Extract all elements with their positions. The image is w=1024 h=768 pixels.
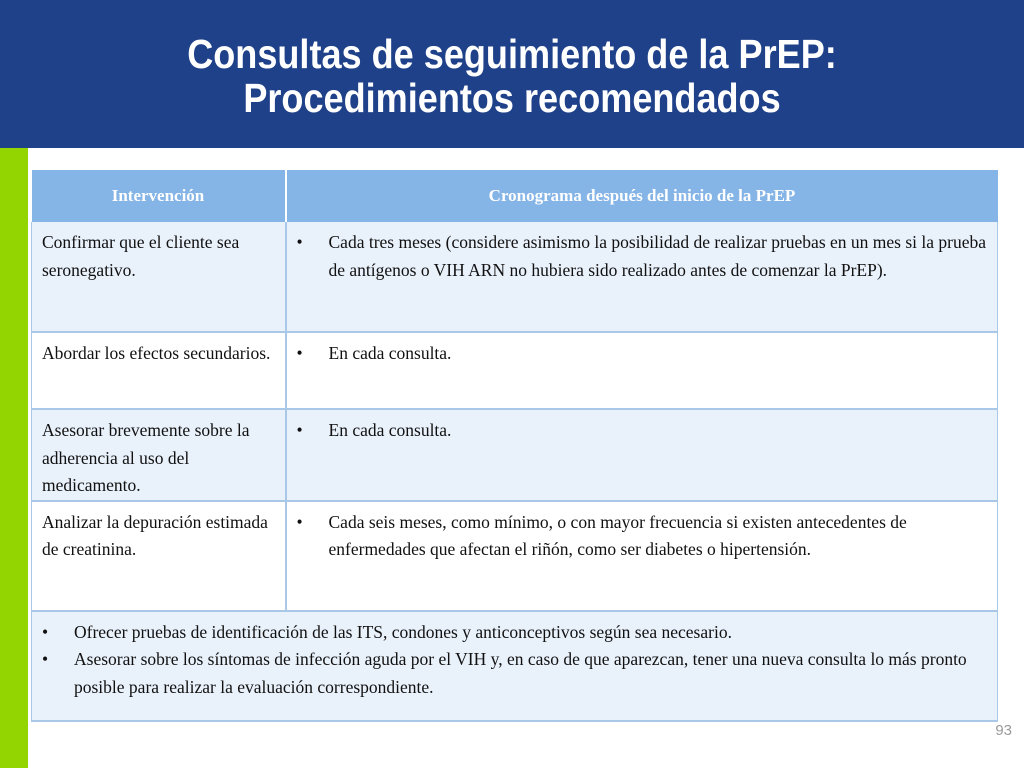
header-intervention: Intervención [32,170,286,222]
schedule-text: En cada consulta. [328,420,452,440]
footer-cell [32,611,998,721]
title-bar [0,0,1024,148]
table-header-row [32,170,998,222]
slide-title-line-1: Consultas de seguimiento de la PrEP: [187,31,837,77]
accent-bar [0,148,28,768]
bullet-icon: • [296,343,303,363]
page-number: 93 [995,722,1012,739]
table-row [32,409,998,501]
slide-title-line-2: Procedimientos recomendados [243,75,781,121]
header-schedule: Cronograma después del inicio de la PrEP [286,170,998,222]
bullet-icon: • [296,232,303,252]
schedule-cell [286,409,998,501]
bullet-icon: • [42,649,49,669]
footer-bullet-text: Ofrecer pruebas de identificación de las ITS, condones y anticonceptivos según sea necesario. [74,621,732,642]
schedule-text: Cada seis meses, como mínimo, o con mayor frecuencia si existen antecedentes de enfermedades que afectan el riñón, como ser diabetes o hipertensión. [328,511,907,559]
table-footer-row [32,611,998,721]
schedule-cell [286,332,998,409]
procedures-table [31,170,998,722]
intervention-cell: Analizar la depuración estimada de creatinina. [32,501,286,611]
bullet-icon: • [296,420,303,440]
bullet-icon: • [296,511,303,532]
table-row [32,222,998,332]
schedule-cell [286,222,998,332]
slide-title [61,32,962,120]
schedule-cell [286,501,998,611]
intervention-cell: Confirmar que el cliente sea seronegativo. [32,222,286,332]
intervention-cell: Abordar los efectos secundarios. [32,332,286,409]
intervention-cell: Asesorar brevemente sobre la adherencia al uso del medicamento. [32,409,286,501]
footer-bullet-text: Asesorar sobre los síntomas de infección aguda por el VIH y, en caso de que aparezcan, tener una nueva consulta lo más pronto posible para realizar la evaluación correspondiente. [74,649,967,697]
schedule-text: En cada consulta. [328,343,452,363]
bullet-icon: • [42,621,49,642]
schedule-text: Cada tres meses (considere asimismo la posibilidad de realizar pruebas en un mes si la prueba de antígenos o VIH ARN no hubiera sido realizado antes de comenzar la PrEP). [328,232,986,280]
table-row [32,332,998,409]
table-row [32,501,998,611]
